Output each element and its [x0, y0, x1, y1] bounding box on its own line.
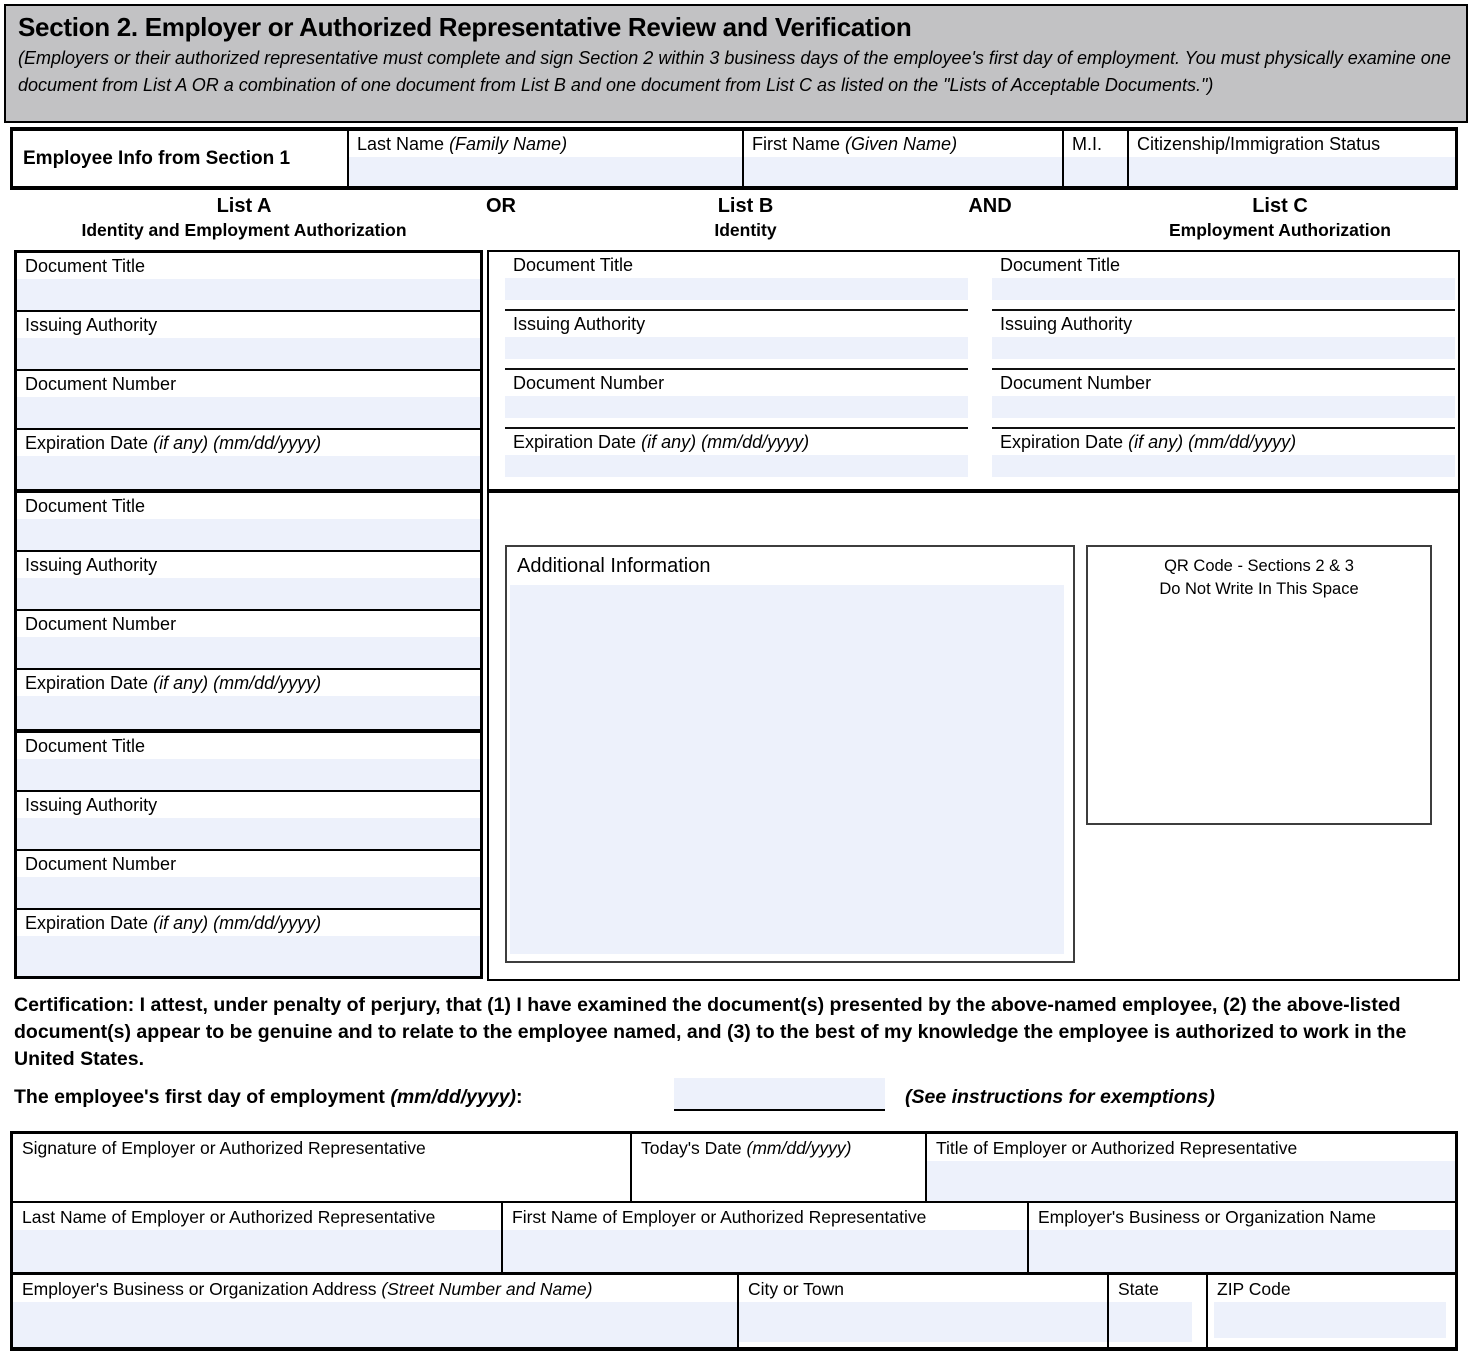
list-a-2-issuing-authority-cell	[17, 552, 480, 611]
section2-header	[4, 4, 1468, 123]
additional-information-input[interactable]	[510, 585, 1064, 954]
list-a-3-issuing-authority-cell	[17, 792, 480, 851]
citizenship-status-label: Citizenship/Immigration Status	[1137, 134, 1381, 154]
list-a-1-expiration-date-label	[17, 430, 480, 456]
list-c-issuing-authority-cell	[992, 311, 1455, 370]
employer-first-name-input[interactable]	[503, 1230, 1027, 1272]
employer-address-hint: (Street Number and Name)	[381, 1279, 593, 1299]
list-a-document-set-2	[17, 493, 480, 733]
list-c-expiration-date-label	[992, 429, 1455, 455]
qr-code-title: QR Code - Sections 2 & 3	[1164, 557, 1354, 575]
todays-date-cell	[632, 1134, 927, 1201]
list-a-3-document-title-label: Document Title	[25, 736, 146, 756]
list-a-3-expiration-date-label	[17, 910, 480, 936]
list-c-subtitle: Employment Authorization	[1169, 220, 1391, 240]
section2-instructions: (Employers or their authorized representative must complete and sign Section 2 within 3 business days of the employee's first day of employment. You must physically examine one document from List A OR a combination of one document from List B and one document from List C as listed on the "Lists of Acceptable Documents.")	[18, 48, 1451, 95]
employer-address-cell	[13, 1275, 739, 1347]
list-b-expiration-label-text: Expiration Date	[513, 432, 637, 452]
list-c-document-title-input[interactable]	[992, 278, 1455, 300]
list-a-1-expiration-date-cell	[17, 430, 480, 489]
list-a-document-set-1	[17, 253, 480, 493]
list-a-1-document-number-input[interactable]	[17, 397, 480, 428]
list-a-2-expiration-hint: (if any) (mm/dd/yyyy)	[153, 673, 322, 693]
list-b-issuing-authority-input[interactable]	[505, 337, 968, 359]
first-day-label-text: The employee's first day of employment	[14, 1086, 385, 1108]
employer-first-name-cell	[503, 1203, 1029, 1272]
list-b-document-number-label: Document Number	[513, 373, 665, 393]
list-b-c-container	[487, 250, 1460, 981]
employer-business-name-label: Employer's Business or Organization Name	[1038, 1207, 1376, 1227]
state-cell	[1109, 1275, 1208, 1347]
zip-code-label: ZIP Code	[1217, 1279, 1291, 1299]
list-c-document-title-cell	[992, 252, 1455, 311]
list-a-3-expiration-label-text: Expiration Date	[25, 913, 149, 933]
employer-last-name-input[interactable]	[13, 1230, 501, 1272]
list-c-expiration-date-input[interactable]	[992, 455, 1455, 477]
list-a-3-issuing-authority-input[interactable]	[17, 818, 480, 849]
list-a-2-document-number-label: Document Number	[25, 614, 177, 634]
list-a-1-expiration-date-input[interactable]	[17, 456, 480, 489]
first-day-colon: :	[516, 1086, 523, 1108]
employer-signature-label: Signature of Employer or Authorized Representative	[22, 1138, 426, 1158]
employer-address-row	[13, 1275, 1455, 1347]
list-c-issuing-authority-label: Issuing Authority	[1000, 314, 1133, 334]
list-c-document-number-label: Document Number	[1000, 373, 1152, 393]
list-a-1-expiration-label-text: Expiration Date	[25, 433, 149, 453]
employer-last-name-cell	[13, 1203, 503, 1272]
list-a-3-expiration-hint: (if any) (mm/dd/yyyy)	[153, 913, 322, 933]
employer-address-input[interactable]	[13, 1302, 737, 1347]
todays-date-label	[632, 1134, 925, 1161]
list-a-3-document-number-cell	[17, 851, 480, 910]
todays-date-hint: (mm/dd/yyyy)	[746, 1138, 852, 1158]
list-a-1-expiration-hint: (if any) (mm/dd/yyyy)	[153, 433, 322, 453]
certification-statement: Certification: I attest, under penalty of perjury, that (1) I have examined the document(s) presented by the above-named employee, (2) the above-listed document(s) appear to be genuine and to relate to the employee named, and (3) to the best of my knowledge the employee is authorized to work in the United States.	[14, 994, 1407, 1070]
list-a-2-document-number-input[interactable]	[17, 637, 480, 668]
list-c-document-number-cell	[992, 370, 1455, 429]
zip-code-input[interactable]	[1214, 1302, 1446, 1338]
list-a-1-document-title-cell	[17, 253, 480, 312]
list-b-document-title-cell	[505, 252, 968, 311]
last-name-label-text: Last Name	[357, 134, 445, 154]
list-a-1-document-number-label: Document Number	[25, 374, 177, 394]
list-a-1-issuing-authority-cell	[17, 312, 480, 371]
list-c-issuing-authority-input[interactable]	[992, 337, 1455, 359]
employer-business-name-input[interactable]	[1029, 1230, 1455, 1272]
list-b-c-fields	[489, 252, 1458, 493]
list-a-2-document-number-cell	[17, 611, 480, 670]
list-a-1-issuing-authority-input[interactable]	[17, 338, 480, 369]
list-b-expiration-hint: (if any) (mm/dd/yyyy)	[641, 432, 810, 452]
first-day-of-employment-label	[14, 1086, 523, 1109]
employer-business-name-cell	[1029, 1203, 1455, 1272]
zip-code-cell	[1208, 1275, 1455, 1347]
employer-name-row	[13, 1203, 1455, 1275]
list-a-2-document-title-input[interactable]	[17, 519, 480, 550]
list-a-box	[14, 250, 483, 979]
list-c-expiration-date-cell	[992, 429, 1455, 488]
list-a-2-issuing-authority-label: Issuing Authority	[25, 555, 158, 575]
list-b-expiration-date-label	[505, 429, 968, 455]
list-a-heading: List A	[216, 195, 272, 217]
list-c-expiration-label-text: Expiration Date	[1000, 432, 1124, 452]
list-a-3-document-number-label: Document Number	[25, 854, 177, 874]
first-name-label-text: First Name	[752, 134, 841, 154]
first-day-exemptions-note: (See instructions for exemptions)	[905, 1086, 1215, 1108]
first-day-of-employment-input[interactable]	[674, 1078, 885, 1111]
list-c-expiration-hint: (if any) (mm/dd/yyyy)	[1128, 432, 1297, 452]
list-b-document-number-input[interactable]	[505, 396, 968, 418]
list-a-1-document-number-cell	[17, 371, 480, 430]
list-a-2-document-title-label: Document Title	[25, 496, 146, 516]
list-b-issuing-authority-label: Issuing Authority	[513, 314, 646, 334]
list-b-document-number-cell	[505, 370, 968, 429]
signature-row	[13, 1134, 1455, 1203]
citizenship-status-input[interactable]	[1129, 157, 1455, 186]
employer-address-label	[13, 1275, 737, 1302]
and-separator: AND	[968, 195, 1012, 217]
list-a-1-issuing-authority-label: Issuing Authority	[25, 315, 158, 335]
list-a-2-expiration-date-input[interactable]	[17, 696, 480, 729]
list-b-document-title-input[interactable]	[505, 278, 968, 300]
additional-information-label: Additional Information	[517, 555, 711, 577]
city-or-town-label: City or Town	[748, 1279, 844, 1299]
additional-information-box	[505, 545, 1075, 963]
employer-title-cell	[927, 1134, 1455, 1201]
list-a-2-document-title-cell	[17, 493, 480, 552]
last-name-cell	[349, 131, 744, 186]
list-a-2-expiration-date-cell	[17, 670, 480, 729]
employer-signature-input[interactable]	[13, 1161, 630, 1201]
list-b-subtitle: Identity	[714, 220, 777, 240]
last-name-label	[349, 131, 742, 157]
list-b-document-title-label: Document Title	[513, 255, 634, 275]
or-separator: OR	[486, 195, 516, 217]
todays-date-label-text: Today's Date	[641, 1138, 742, 1158]
employer-last-name-label: Last Name of Employer or Authorized Representative	[22, 1207, 436, 1227]
first-day-hint: (mm/dd/yyyy)	[390, 1086, 517, 1108]
list-a-2-expiration-date-label	[17, 670, 480, 696]
list-a-3-expiration-date-cell	[17, 910, 480, 976]
list-b-heading: List B	[717, 195, 774, 217]
first-name-label	[744, 131, 1062, 157]
employer-first-name-label: First Name of Employer or Authorized Representative	[512, 1207, 927, 1227]
list-b-issuing-authority-cell	[505, 311, 968, 370]
list-a-1-document-title-label: Document Title	[25, 256, 146, 276]
first-name-input[interactable]	[744, 157, 1062, 186]
employer-signature-cell	[13, 1134, 632, 1201]
list-a-3-document-number-input[interactable]	[17, 877, 480, 908]
middle-initial-input[interactable]	[1064, 157, 1127, 186]
list-b-column	[505, 252, 968, 488]
list-a-1-document-title-input[interactable]	[17, 279, 480, 310]
city-or-town-cell	[739, 1275, 1109, 1347]
state-input[interactable]	[1109, 1302, 1192, 1342]
list-c-document-number-input[interactable]	[992, 396, 1455, 418]
list-c-column	[992, 252, 1455, 488]
employee-info-table	[10, 127, 1458, 190]
qr-code-box	[1086, 545, 1432, 825]
city-or-town-input[interactable]	[739, 1302, 1107, 1342]
list-c-heading: List C	[1252, 195, 1308, 217]
state-label: State	[1118, 1279, 1159, 1299]
qr-code-note: Do Not Write In This Space	[1159, 580, 1359, 598]
list-c-document-title-label: Document Title	[1000, 255, 1121, 275]
last-name-input[interactable]	[349, 157, 742, 186]
list-a-3-document-title-input[interactable]	[17, 759, 480, 790]
list-a-3-document-title-cell	[17, 733, 480, 792]
middle-initial-label: M.I.	[1072, 134, 1102, 154]
last-name-hint: (Family Name)	[449, 134, 568, 154]
citizenship-status-cell	[1129, 131, 1455, 186]
list-a-2-expiration-label-text: Expiration Date	[25, 673, 149, 693]
list-a-subtitle: Identity and Employment Authorization	[81, 220, 407, 240]
employer-title-label: Title of Employer or Authorized Representative	[936, 1138, 1298, 1158]
employer-signature-table	[10, 1131, 1458, 1351]
list-a-document-set-3	[17, 733, 480, 976]
list-a-3-issuing-authority-label: Issuing Authority	[25, 795, 158, 815]
employee-info-row-label: Employee Info from Section 1	[13, 131, 349, 186]
employer-address-label-text: Employer's Business or Organization Address	[22, 1279, 377, 1299]
todays-date-input[interactable]	[632, 1161, 925, 1201]
list-a-2-issuing-authority-input[interactable]	[17, 578, 480, 609]
list-a-3-expiration-date-input[interactable]	[17, 936, 480, 976]
section2-title: Section 2. Employer or Authorized Representative Review and Verification	[18, 12, 912, 42]
list-b-expiration-date-cell	[505, 429, 968, 488]
middle-initial-cell	[1064, 131, 1129, 186]
employer-title-input[interactable]	[927, 1161, 1455, 1201]
first-name-cell	[744, 131, 1064, 186]
first-name-hint: (Given Name)	[845, 134, 958, 154]
list-b-expiration-date-input[interactable]	[505, 455, 968, 477]
